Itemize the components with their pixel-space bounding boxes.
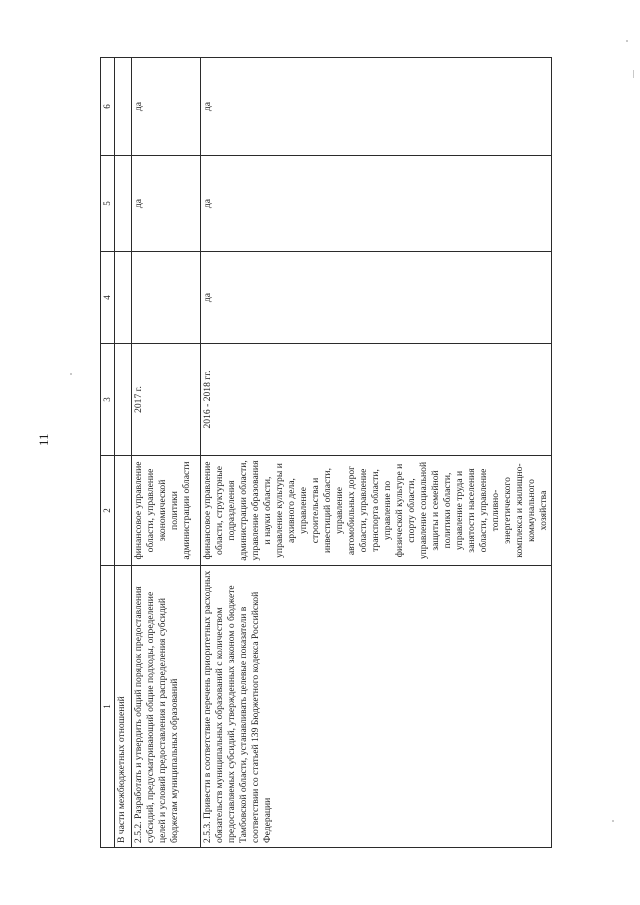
section-row <box>115 58 132 848</box>
flag-cell-5: да <box>201 156 552 252</box>
section-title: В части межбюджетных отношений <box>115 566 132 848</box>
flag-cell-4: да <box>201 252 552 344</box>
column-number-2: 2 <box>101 456 115 566</box>
section-empty-cell <box>115 58 132 156</box>
section-empty-cell <box>115 344 132 456</box>
flag-cell-5: да <box>132 156 201 252</box>
task-cell: 2.5.3. Привести в соответствие перечень приоритетных расходных обязательств муниципальных образований с количеством предоставляемых субсидий, утвержденных законом о бюджете Тамбовской области, устанавливать целевые показатели в соответствии со статьей 139 Бюджетного кодекса Российской Федерации <box>201 566 552 848</box>
executor-cell: финансовое управление области, управление экономической политики администрации области <box>132 456 201 566</box>
column-number-1: 1 <box>101 566 115 848</box>
executor-cell: финансовое управление области, структурные подразделения администрации области, управление образования и науки области, управление культуры и архивного дела, управление строительства и инвестиций области, управление автомобильных дорог области, управление транспорта области, управление по физической культуре и спорту области, управление социальной защиты и семейной политики области, управление труда и занятости населения области, управление топливно-энергетического комплекса и жилищно-коммунального хозяйства <box>201 456 552 566</box>
action-plan-table <box>100 57 552 848</box>
flag-cell-6: да <box>132 58 201 156</box>
section-empty-cell <box>115 456 132 566</box>
section-empty-cell <box>115 156 132 252</box>
page-number: 11 <box>36 433 51 446</box>
landscape-table-wrapper <box>100 58 600 848</box>
scan-speck <box>633 70 634 78</box>
scan-speck <box>70 373 72 375</box>
column-number-4: 4 <box>101 252 115 344</box>
period-cell: 2016 - 2018 гг. <box>201 344 552 456</box>
scan-speck <box>612 820 614 822</box>
table-row <box>201 58 552 848</box>
table-row <box>132 58 201 848</box>
column-number-6: 6 <box>101 58 115 156</box>
section-empty-cell <box>115 252 132 344</box>
scan-speck <box>626 40 628 42</box>
flag-cell-4 <box>132 252 201 344</box>
period-cell: 2017 г. <box>132 344 201 456</box>
column-number-5: 5 <box>101 156 115 252</box>
task-cell: 2.5.2. Разработать и утвердить общий порядок предоставления субсидий, предусматривающий общие подходы, определение целей и условий предоставления и распределения субсидий бюджетам муниципальных образований <box>132 566 201 848</box>
column-number-3: 3 <box>101 344 115 456</box>
column-numbers-row <box>101 58 115 848</box>
flag-cell-6: да <box>201 58 552 156</box>
